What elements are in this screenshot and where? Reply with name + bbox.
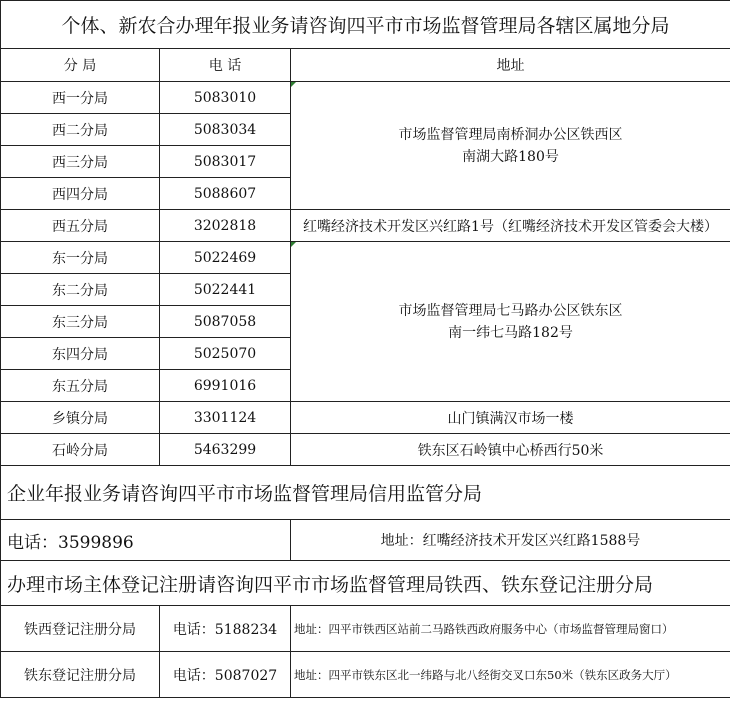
branch-name: 西三分局 xyxy=(1,146,160,178)
branch-phone: 5022469 xyxy=(160,242,291,274)
registration-branch-name: 铁西登记注册分局 xyxy=(1,606,160,652)
address-east-line2: 南一纬七马路182号 xyxy=(448,324,573,341)
registration-branch-address: 地址：四平市铁东区北一纬路与北八经街交叉口东50米（铁东区政务大厅） xyxy=(291,652,730,698)
registration-branch-phone: 电话：5087027 xyxy=(160,652,291,698)
table-header-row xyxy=(1,49,730,82)
credit-row xyxy=(1,520,730,561)
address-west5: 红嘴经济技术开发区兴红路1号（红嘴经济技术开发区管委会大楼） xyxy=(291,210,730,242)
address-west xyxy=(291,82,730,210)
branch-phone: 5083017 xyxy=(160,146,291,178)
header-phone: 电 话 xyxy=(160,49,291,82)
registration-row xyxy=(1,652,730,698)
credit-section-title: 企业年报业务请咨询四平市市场监督管理局信用监管分局 xyxy=(1,466,730,520)
branch-phone: 3202818 xyxy=(160,210,291,242)
branch-phone: 5087058 xyxy=(160,306,291,338)
table-row xyxy=(1,82,730,114)
branch-name: 东五分局 xyxy=(1,370,160,402)
table-row xyxy=(1,434,730,466)
branch-name: 石岭分局 xyxy=(1,434,160,466)
branch-phone: 5083010 xyxy=(160,82,291,114)
page-title: 个体、新农合办理年报业务请咨询四平市市场监督管理局各辖区属地分局 xyxy=(1,1,730,49)
branch-phone: 5022441 xyxy=(160,274,291,306)
branch-name: 西四分局 xyxy=(1,178,160,210)
branch-name: 西二分局 xyxy=(1,114,160,146)
header-address: 地址 xyxy=(291,49,730,82)
branch-phone: 5025070 xyxy=(160,338,291,370)
registration-branch-name: 铁东登记注册分局 xyxy=(1,652,160,698)
table-row xyxy=(1,242,730,274)
table-row xyxy=(1,402,730,434)
branch-phone: 5083034 xyxy=(160,114,291,146)
address-shiling: 铁东区石岭镇中心桥西行50米 xyxy=(291,434,730,466)
branch-name: 东三分局 xyxy=(1,306,160,338)
branch-phone: 5088607 xyxy=(160,178,291,210)
branch-name: 东四分局 xyxy=(1,338,160,370)
table-row xyxy=(1,210,730,242)
branch-phone: 3301124 xyxy=(160,402,291,434)
registration-branch-address: 地址：四平市铁西区站前二马路铁西政府服务中心（市场监督管理局窗口） xyxy=(291,606,730,652)
address-east-line1: 市场监督管理局七马路办公区铁东区 xyxy=(398,302,623,319)
branch-name: 西五分局 xyxy=(1,210,160,242)
branch-name: 东二分局 xyxy=(1,274,160,306)
address-east xyxy=(291,242,730,402)
address-township: 山门镇满汉市场一楼 xyxy=(291,402,730,434)
branch-name: 西一分局 xyxy=(1,82,160,114)
registration-branch-phone: 电话：5188234 xyxy=(160,606,291,652)
branch-name: 东一分局 xyxy=(1,242,160,274)
branch-phone: 6991016 xyxy=(160,370,291,402)
credit-phone: 电话：3599896 xyxy=(1,520,291,561)
registration-row xyxy=(1,606,730,652)
address-west-line2: 南湖大路180号 xyxy=(462,148,559,165)
registration-section-title: 办理市场主体登记注册请咨询四平市市场监督管理局铁西、铁东登记注册分局 xyxy=(1,561,730,606)
header-branch: 分 局 xyxy=(1,49,160,82)
address-west-line1: 市场监督管理局南桥洞办公区铁西区 xyxy=(398,126,623,143)
branch-phone: 5463299 xyxy=(160,434,291,466)
credit-address: 地址：红嘴经济技术开发区兴红路1588号 xyxy=(291,520,730,561)
branch-name: 乡镇分局 xyxy=(1,402,160,434)
